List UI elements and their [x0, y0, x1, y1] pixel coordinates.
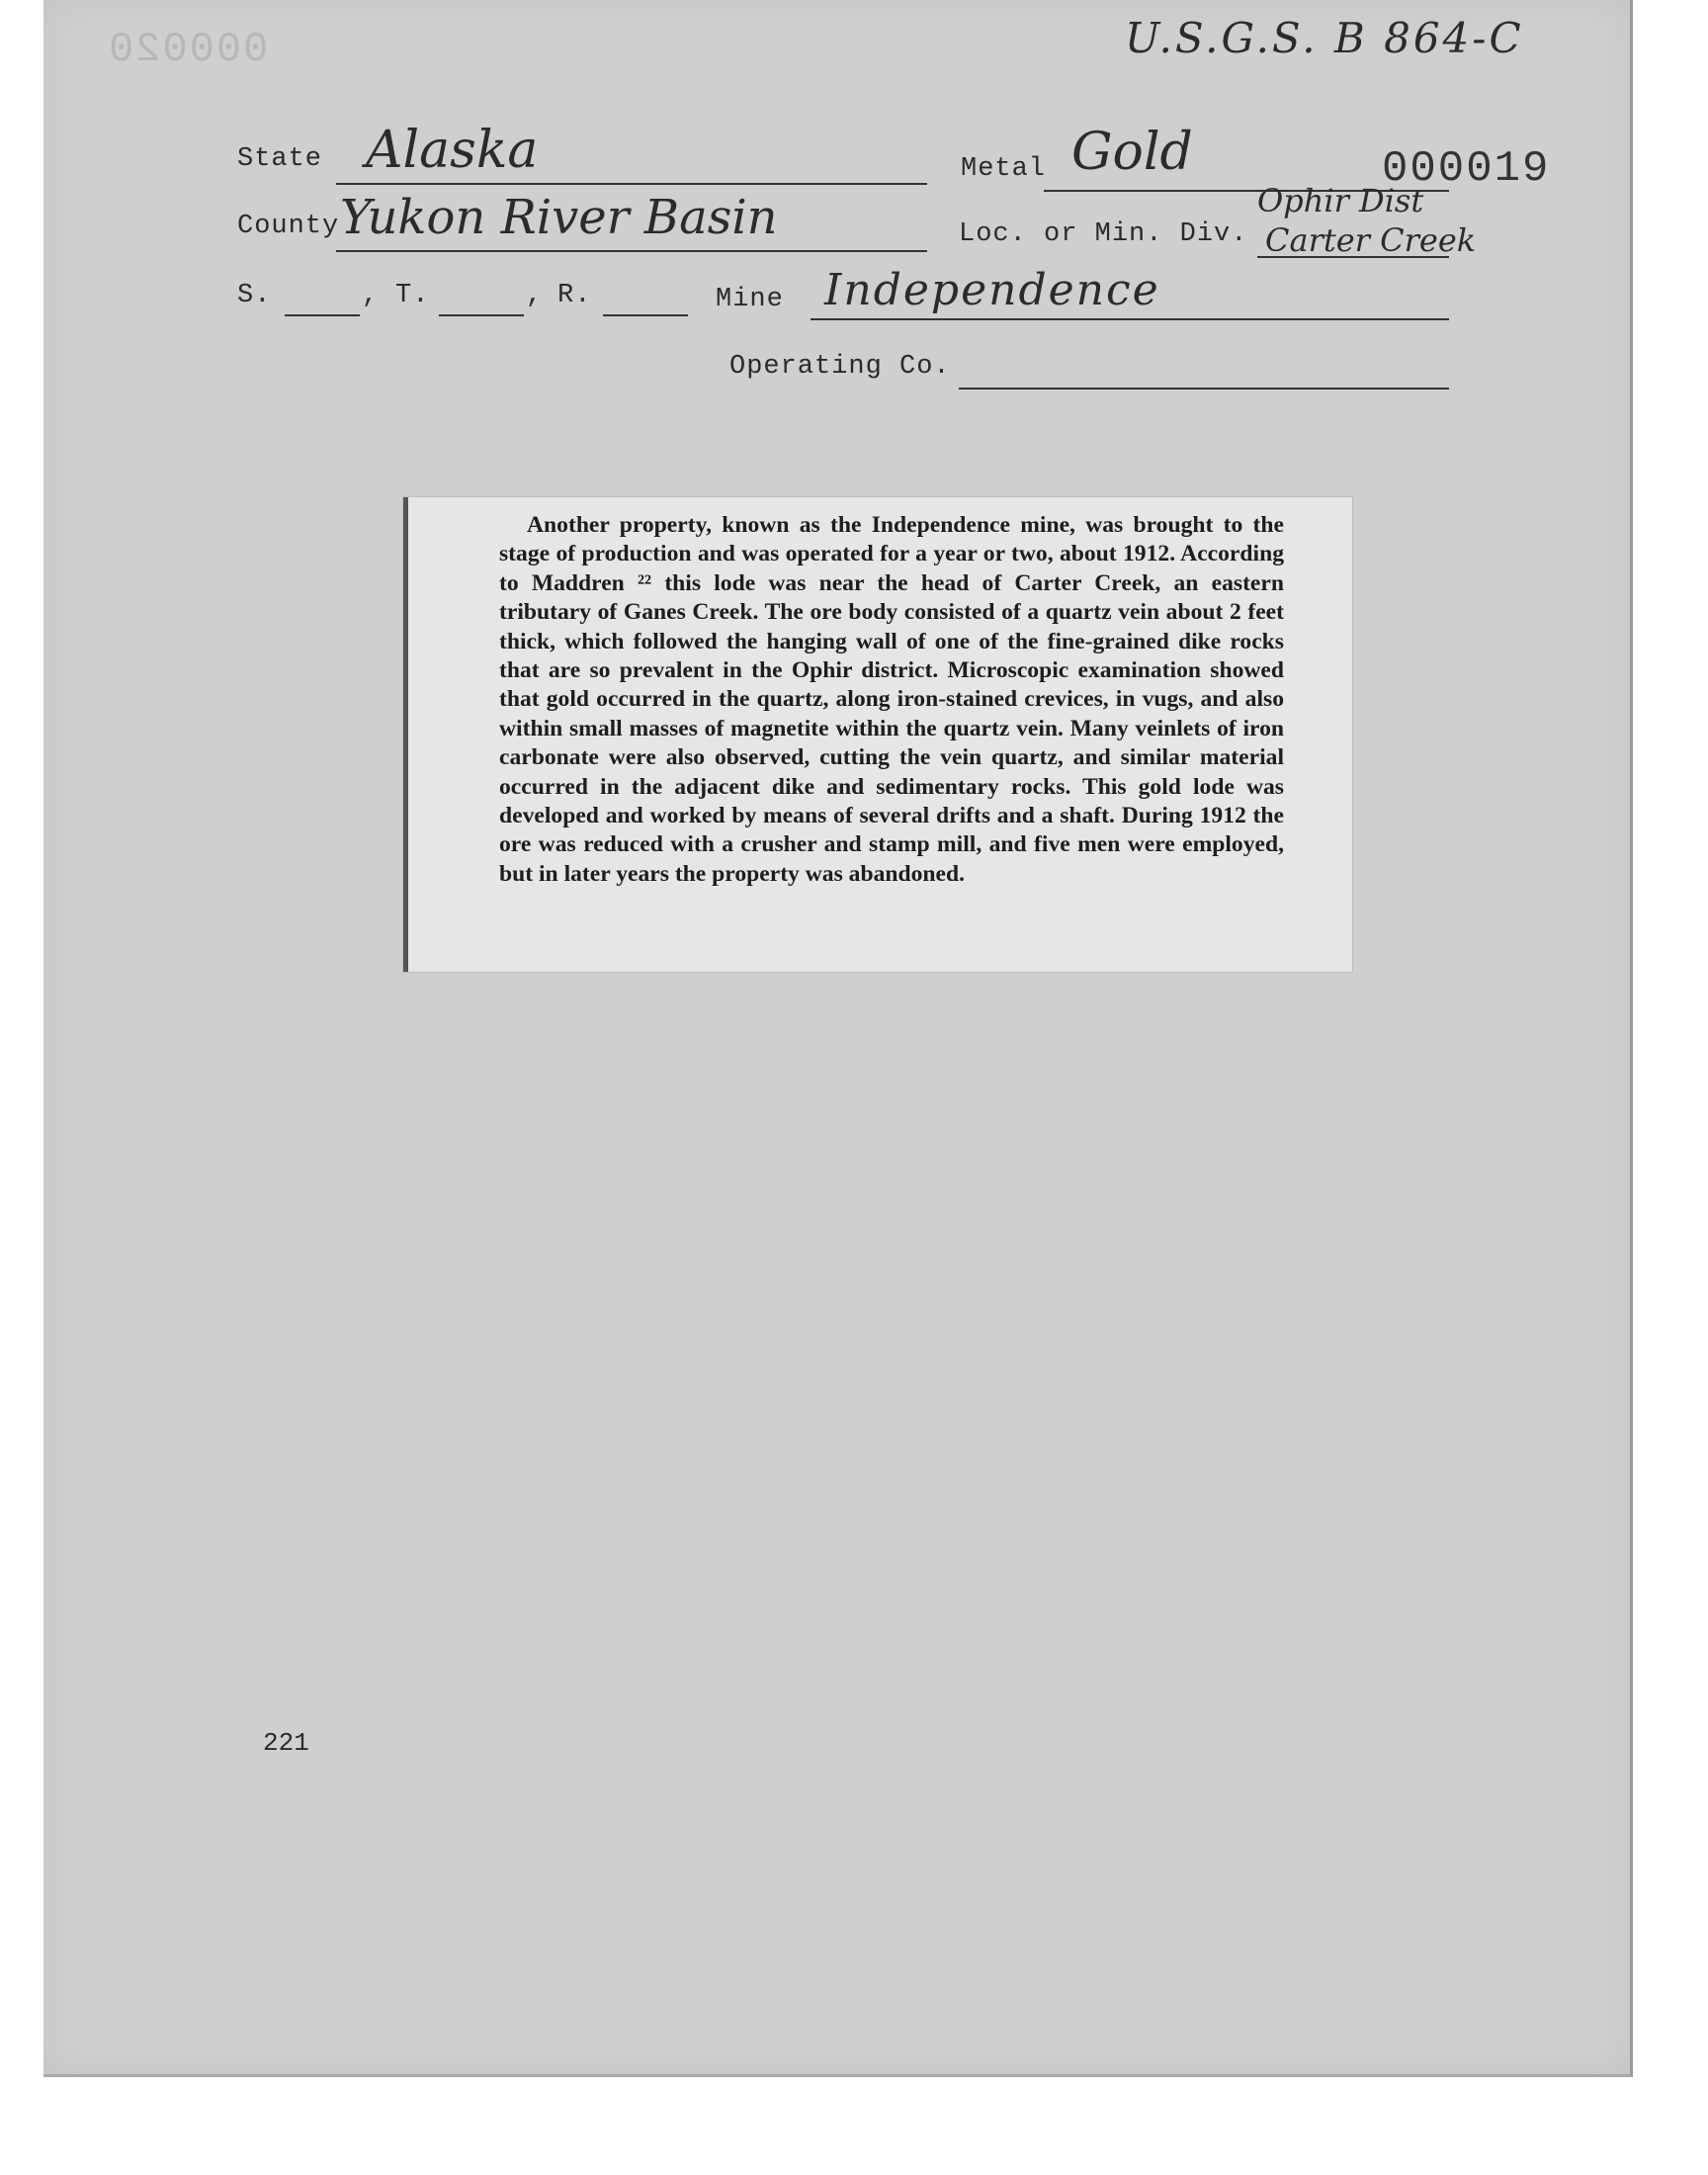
metal-value: Gold	[1071, 123, 1193, 182]
township-line	[439, 314, 524, 316]
section-line	[285, 314, 360, 316]
mine-value: Independence	[824, 265, 1160, 315]
county-label: County	[237, 212, 340, 241]
clipping-text: Another property, known as the Independence mine, was brought to the stage of production and was operated for a year or two, about 1912. According to Maddren ²² this lode was near the head of Carter Creek, an eastern tributary of Ganes Creek. The ore body consisted of a quartz vein about 2 feet thick, which followed the hanging wall of one of the fine-grained dike rocks that are so prevalent in the Ophir district. Microscopic examination showed that gold occurred in the quartz, along iron-stained crevices, in vugs, and also within small masses of magnetite within the quartz vein. Many veinlets of iron carbonate were also observed, cutting the vein quartz, and similar material occurred in the adjacent dike and sedimentary rocks. This gold lode was developed and worked by means of several drifts and a shaft. During 1912 the ore was reduced with a crusher and stamp mill, and five men were employed, but in later years the property was abandoned.	[499, 512, 1284, 887]
loc-value-line1: Ophir Dist	[1257, 182, 1424, 219]
state-label: State	[237, 144, 323, 174]
loc-value-line2: Carter Creek	[1265, 221, 1477, 259]
state-line	[336, 183, 927, 185]
document-sheet	[43, 0, 1633, 2077]
record-number: 000019	[1382, 144, 1551, 194]
section-comma: ,	[362, 281, 380, 310]
usgs-reference: U.S.G.S. B 864-C	[1125, 14, 1524, 62]
page-number: 221	[263, 1728, 309, 1758]
section-label: S.	[237, 281, 272, 310]
state-value: Alaska	[366, 121, 539, 180]
bleed-through-number: 000020	[107, 26, 269, 73]
township-comma: ,	[526, 281, 544, 310]
mine-line	[811, 318, 1449, 320]
mine-label: Mine	[716, 285, 784, 314]
operating-label: Operating Co.	[729, 352, 951, 382]
range-label: R.	[557, 281, 592, 310]
operating-line	[959, 388, 1449, 390]
loc-label: Loc. or Min. Div.	[959, 219, 1248, 249]
township-label: T.	[395, 281, 430, 310]
metal-label: Metal	[961, 154, 1047, 184]
pasted-clipping	[403, 497, 1352, 972]
county-line	[336, 250, 927, 252]
county-value: Yukon River Basin	[340, 190, 778, 245]
range-line	[603, 314, 688, 316]
